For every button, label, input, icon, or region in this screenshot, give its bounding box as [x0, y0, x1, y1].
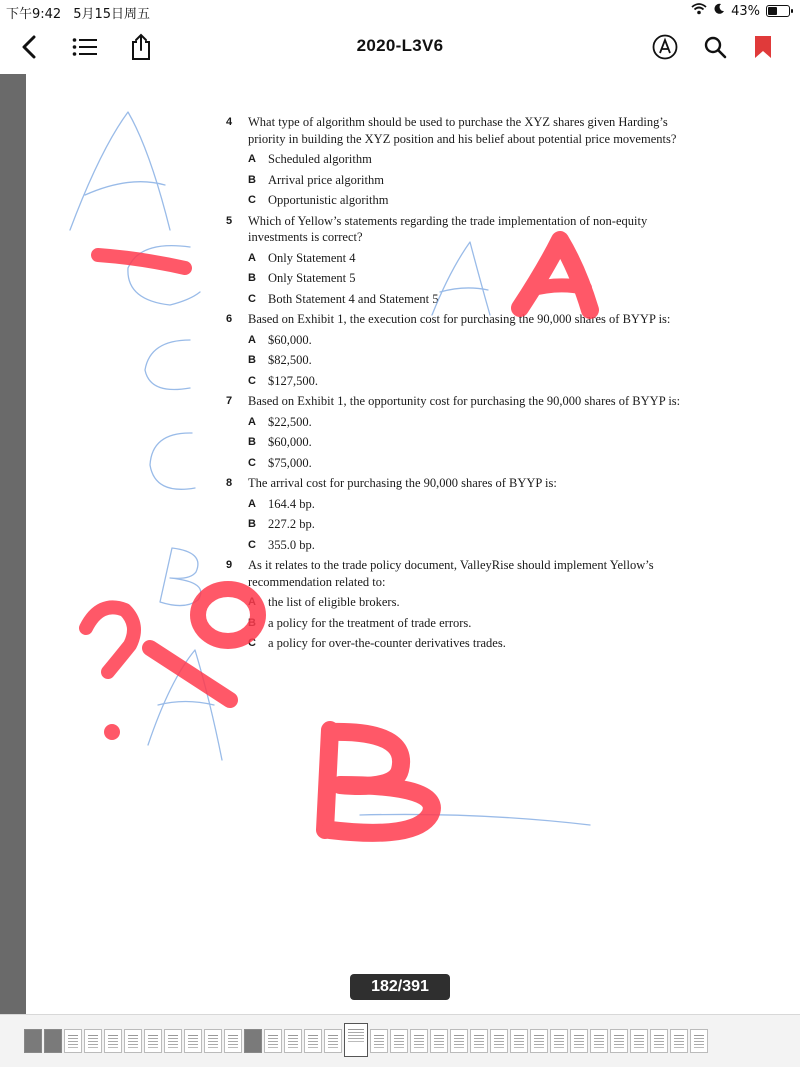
answer-option	[248, 516, 696, 533]
option-letter: C	[248, 292, 256, 305]
search-icon[interactable]	[700, 32, 730, 62]
option-letter: C	[248, 637, 256, 649]
question-6	[226, 311, 696, 389]
pdf-page[interactable]	[26, 74, 800, 1014]
option-letter: C	[248, 374, 256, 387]
question-list	[226, 114, 696, 656]
document-title: 2020-L3V6	[356, 36, 444, 55]
answer-option	[248, 373, 696, 390]
page-thumbnail[interactable]	[570, 1029, 588, 1053]
option-text: $82,500.	[268, 353, 312, 367]
page-thumbnail[interactable]	[530, 1029, 548, 1053]
status-time: 下午9:42	[6, 7, 62, 22]
answer-option	[248, 414, 696, 431]
question-number: 4	[226, 116, 233, 128]
page-gutter	[0, 74, 26, 1014]
option-text: Only Statement 5	[268, 271, 356, 285]
option-text: $127,500.	[268, 373, 318, 388]
page-thumbnail[interactable]	[184, 1029, 202, 1053]
status-bar	[0, 0, 800, 22]
page-thumbnail[interactable]	[390, 1029, 408, 1053]
option-text: a policy for the treatment of trade errors.	[268, 615, 472, 630]
page-thumbnail[interactable]	[410, 1029, 428, 1053]
battery-fill	[768, 7, 777, 15]
option-text: Both Statement 4 and Statement 5	[268, 291, 439, 306]
question-number: 5	[226, 214, 233, 227]
answer-option	[248, 192, 696, 209]
answer-option	[248, 496, 696, 513]
option-letter: C	[248, 456, 256, 469]
battery-icon	[766, 5, 790, 17]
page-thumbnail[interactable]	[690, 1029, 708, 1053]
page-thumbnail[interactable]	[264, 1029, 282, 1053]
option-letter: A	[248, 596, 256, 608]
option-text: 227.2 bp.	[268, 517, 315, 531]
option-letter: A	[248, 415, 256, 428]
page-thumbnail[interactable]	[450, 1029, 468, 1053]
option-text: 164.4 bp.	[268, 496, 315, 511]
bookmark-icon[interactable]	[748, 32, 778, 62]
thumbnail-strip[interactable]	[0, 1014, 800, 1067]
page-thumbnail[interactable]	[224, 1029, 242, 1053]
option-letter: B	[248, 272, 256, 284]
status-date: 5月15日周五	[73, 7, 151, 22]
answer-option	[248, 250, 696, 267]
question-number: 9	[226, 559, 233, 571]
page-thumbnail[interactable]	[324, 1029, 342, 1053]
page-thumbnail[interactable]	[490, 1029, 508, 1053]
answer-option	[248, 270, 696, 287]
question-number: 7	[226, 395, 233, 407]
option-letter: B	[248, 173, 256, 186]
page-thumbnail[interactable]	[550, 1029, 568, 1053]
page-thumbnail[interactable]	[104, 1029, 122, 1053]
answer-option	[248, 615, 696, 632]
question-text: What type of algorithm should be used to purchase the XYZ shares given Harding’s priority in building the XYZ position and his belief about potential price movements?	[248, 115, 677, 146]
option-text: Scheduled algorithm	[268, 152, 372, 166]
question-text: Which of Yellow’s statements regarding the trade implementation of non-equity investments is correct?	[248, 213, 648, 244]
option-letter: B	[248, 354, 256, 366]
question-number: 6	[226, 313, 233, 325]
moon-icon	[713, 3, 725, 19]
option-letter: C	[248, 194, 256, 206]
option-text: $60,000.	[268, 435, 312, 449]
option-text: 355.0 bp.	[268, 537, 315, 552]
option-text: $75,000.	[268, 455, 312, 470]
page-thumbnail[interactable]	[470, 1029, 488, 1053]
question-text: The arrival cost for purchasing the 90,000 shares of BYYP is:	[248, 476, 557, 490]
answer-option	[248, 291, 696, 308]
option-text: $22,500.	[268, 414, 312, 429]
markup-icon[interactable]	[650, 32, 680, 62]
page-indicator: 182/391	[350, 974, 450, 1000]
question-8	[226, 475, 696, 553]
page-thumbnail[interactable]	[610, 1029, 628, 1053]
option-text: Opportunistic algorithm	[268, 193, 389, 207]
answer-option	[248, 172, 696, 189]
toolbar	[0, 22, 800, 74]
option-letter: B	[248, 436, 256, 448]
option-letter: A	[248, 153, 256, 165]
answer-option	[248, 434, 696, 451]
question-text: Based on Exhibit 1, the execution cost for purchasing the 90,000 shares of BYYP is:	[248, 312, 671, 326]
question-9	[226, 557, 696, 652]
page-thumbnail[interactable]	[590, 1029, 608, 1053]
page-thumbnail[interactable]	[244, 1029, 262, 1053]
page-thumbnail[interactable]	[650, 1029, 668, 1053]
option-text: Only Statement 4	[268, 250, 356, 265]
page-thumbnail[interactable]	[304, 1029, 322, 1053]
page-thumbnail[interactable]	[630, 1029, 648, 1053]
option-letter: B	[248, 616, 256, 629]
page-thumbnail[interactable]	[44, 1029, 62, 1053]
page-thumbnail[interactable]	[430, 1029, 448, 1053]
wifi-icon	[691, 3, 707, 19]
option-text: Arrival price algorithm	[268, 172, 384, 187]
page-thumbnail[interactable]	[144, 1029, 162, 1053]
answer-option	[248, 455, 696, 472]
page-thumbnail[interactable]	[370, 1029, 388, 1053]
page-thumbnail[interactable]	[124, 1029, 142, 1053]
question-7	[226, 393, 696, 471]
option-letter: C	[248, 538, 256, 551]
option-text: a policy for over-the-counter derivatives trades.	[268, 636, 506, 650]
question-number: 8	[226, 477, 233, 489]
option-letter: A	[248, 497, 256, 510]
page-thumbnail[interactable]	[24, 1029, 42, 1053]
question-5	[226, 213, 696, 308]
page-thumbnail[interactable]	[204, 1029, 222, 1053]
page-thumbnail-current[interactable]	[344, 1023, 368, 1057]
page-thumbnail[interactable]	[284, 1029, 302, 1053]
page-thumbnail[interactable]	[64, 1029, 82, 1053]
page-thumbnail[interactable]	[164, 1029, 182, 1053]
page-thumbnail[interactable]	[670, 1029, 688, 1053]
answer-option	[248, 352, 696, 369]
page-thumbnail[interactable]	[84, 1029, 102, 1053]
option-text: the list of eligible brokers.	[268, 595, 400, 609]
option-letter: A	[248, 333, 256, 346]
option-letter: A	[248, 251, 256, 264]
battery-percent: 43%	[731, 3, 760, 19]
answer-option	[248, 594, 696, 611]
question-4	[226, 114, 696, 209]
page-thumbnail[interactable]	[510, 1029, 528, 1053]
answer-option	[248, 332, 696, 349]
option-text: $60,000.	[268, 332, 312, 347]
question-text: Based on Exhibit 1, the opportunity cost for purchasing the 90,000 shares of BYYP is:	[248, 394, 681, 408]
question-text: As it relates to the trade policy document, ValleyRise should implement Yellow’s recommendation related to:	[248, 558, 654, 589]
answer-option	[248, 537, 696, 554]
option-letter: B	[248, 518, 256, 530]
answer-option	[248, 635, 696, 652]
answer-option	[248, 151, 696, 168]
